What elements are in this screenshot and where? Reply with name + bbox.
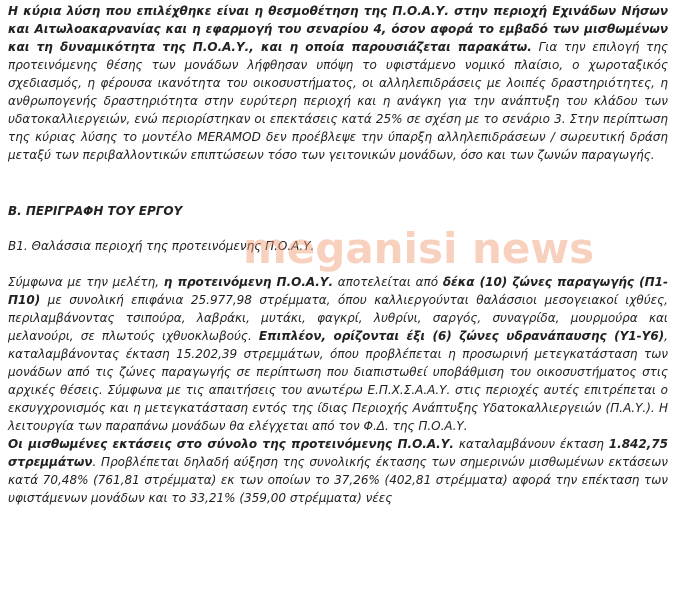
main-solution-text: Για την επιλογή της προτεινόμενης θέσης των μονάδων λήφθησαν υπόψη το υφιστάμενο νομικό πλαίσιο, ο χωροταξικός σχεδιασμός, η φέρουσα ικανότητα του οικοσυστήματος, οι αλληλεπιδράσεις με λοιπές δραστηριότητες, η ανθρωπογενής δραστηριότητα στην ευρύτερη περιοχή και η ανάγκη για την ανάπτυξη του κλάδου των υδατοκαλλιεργειών, ενώ περιορίστηκαν οι επεκτάσεις κατά 25% σε σχέση με το σενάριο 3. Στην περίπτωση της κύριας λύσης το μοντέλο MERAMOD δεν προέβλεψε την ύπαρξη αλληλεπιδράσεων / σωρευτική δράση μεταξύ των περιβαλλοντικών επιπτώσεων τόσο των γειτονικών μονάδων, όσο και των ζωνών παραγωγής. <box>8 40 668 162</box>
document-body <box>8 0 668 507</box>
paragraph-leased-areas: Οι μισθωμένες εκτάσεις στο σύνολο της προτεινόμενης Π.Ο.Α.Υ. καταλαμβάνουν έκταση 1.842,75 στρεμμάτων. Προβλέπεται δηλαδή αύξηση της συνολικής έκτασης των σημερινών μισθωμένων εκτάσεων κατά 70,48% (761,81 στρέμματα) εκ των οποίων το 37,26% (402,81 στρέμματα) αφορά την επέκταση των υφιστάμενων μονάδων και το 33,21% (359,00 στρέμματα) νέες <box>8 437 668 505</box>
section-heading: Β. ΠΕΡΙΓΡΑΦΗ ΤΟΥ ΕΡΓΟΥ <box>8 204 183 218</box>
watermark-logo: meganisi news <box>243 224 595 273</box>
main-solution-bold: Η κύρια λύση που επιλέχθηκε είναι η θεσμοθέτηση της Π.Ο.Α.Υ. στην περιοχή Εχινάδων Νήσων και Αιτωλοακαρνανίας και η εφαρμογή του σεναρίου 4, όσον αφορά το εμβαδό των μισθωμένων και τη δυναμικότητα της Π.Ο.Α.Υ., και η οποία παρουσιάζεται παρακάτω. <box>8 4 668 54</box>
paragraph-main-solution <box>8 2 668 164</box>
subsection-heading: Β1. Θαλάσσια περιοχή της προτεινόμενης Π.Ο.Α.Υ. <box>8 239 315 253</box>
paragraph-production-zones: Σύμφωνα με την μελέτη, η προτεινόμενη Π.Ο.Α.Υ. αποτελείται από δέκα (10) ζώνες παραγωγής (Π1-Π10) με συνολική επιφάνια 25.977,98 στρέμματα, όπου καλλιεργούνται θαλάσσιοι μεσογειακοί ιχθύες, περιλαμβάνοντας τσιπούρα, λαβράκι, μυτάκι, φαγκρί, λυθρίνι, σαργός, συναγρίδα, μουρμούρα και μελανούρι, σε πλωτούς ιχθυοκλωβούς. Επιπλέον, ορίζονται έξι (6) ζώνες υδρανάπαυσης (Υ1-Υ6), καταλαμβάνοντας έκταση 15.202,39 στρεμμάτων, όπου προβλέπεται η προσωρινή μετεγκατάσταση των μονάδων από τις ζώνες παραγωγής σε περίπτωση που διαπιστωθεί υποβάθμιση του οικοσυστήματος στις αρχικές θέσεις. Σύμφωνα με τις απαιτήσεις του ανωτέρω Ε.Π.Χ.Σ.Α.Α.Υ. στις περιοχές αυτές επιτρέπεται ο εκσυγχρονισμός και η μετεγκατάσταση εντός της ίδιας Περιοχής Ανάπτυξης Υδατοκαλλιεργειών (Π.Α.Υ.). Η λειτουργία των παραπάνω μονάδων θα ελέγχεται από τον Φ.Δ. της Π.Ο.Α.Υ. <box>8 275 669 433</box>
